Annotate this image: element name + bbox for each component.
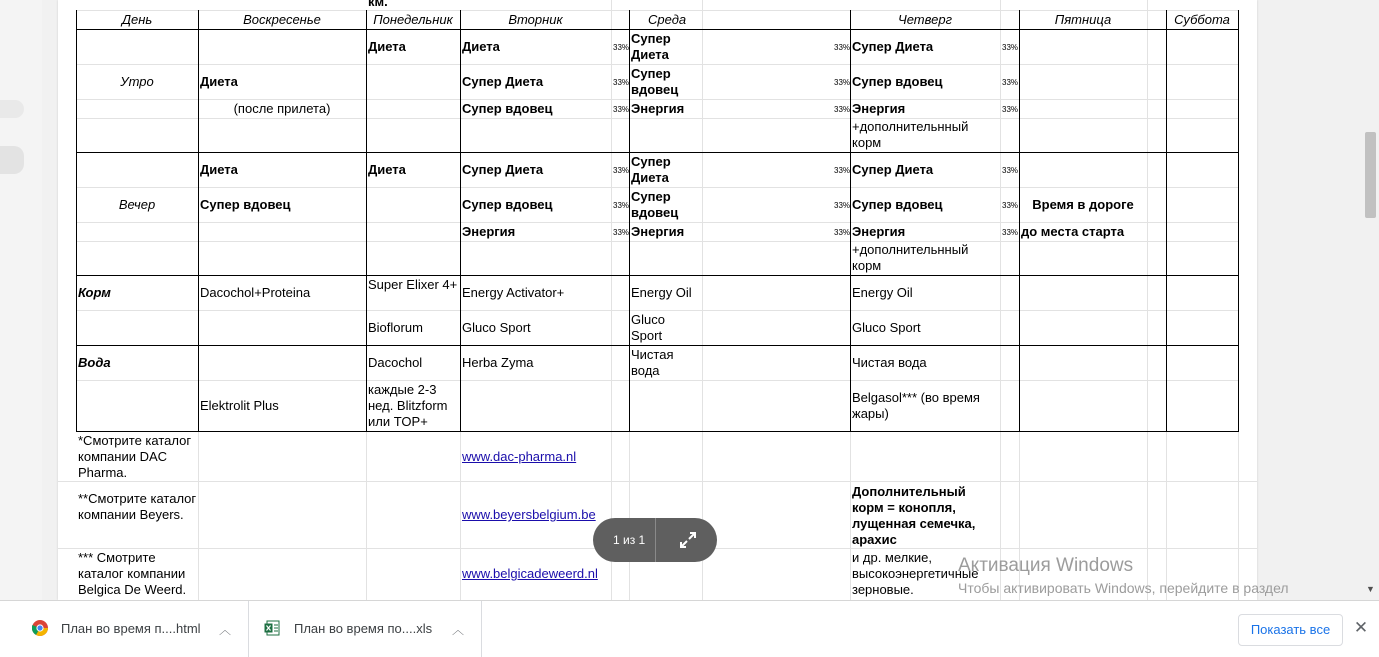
percent-label: 33% bbox=[613, 201, 630, 210]
cell-text: Диета bbox=[368, 39, 406, 54]
header-sunday: Воскресенье bbox=[243, 12, 321, 27]
activation-title: Активация Windows bbox=[958, 555, 1134, 576]
link-belgica[interactable]: www.belgicadeweerd.nl bbox=[462, 566, 598, 581]
header-tuesday: Вторник bbox=[508, 12, 563, 27]
cell-text: Диета bbox=[368, 162, 406, 177]
cell-text: Супер вдовец bbox=[631, 189, 679, 220]
cell-text: Gluco Sport bbox=[852, 320, 921, 335]
chevron-up-icon[interactable]: ︿ bbox=[452, 623, 465, 637]
cell-text: Супер вдовец bbox=[852, 74, 943, 89]
cell-text: Elektrolit Plus bbox=[200, 398, 279, 413]
percent-label: 33% bbox=[1002, 201, 1019, 210]
row-label-feed: Корм bbox=[78, 285, 111, 300]
cell-text: Чистая вода bbox=[852, 355, 927, 370]
cell-text: (после прилета) bbox=[233, 101, 331, 116]
cell-text: Чистая вода bbox=[631, 347, 674, 378]
chrome-icon bbox=[32, 620, 48, 641]
cell-text: Диета bbox=[200, 162, 238, 177]
cell-text: до места старта bbox=[1021, 224, 1125, 239]
extra-feed-note-2: и др. мелкие, высокоэнергетичные зерновые. bbox=[852, 550, 979, 597]
link-dac-pharma[interactable]: www.dac-pharma.nl bbox=[462, 449, 577, 464]
download-item-xls[interactable] bbox=[248, 601, 480, 657]
percent-label: 33% bbox=[1002, 228, 1019, 237]
cell-text: Супер вдовец bbox=[462, 197, 553, 212]
percent-label: 33% bbox=[834, 105, 851, 114]
note-text: *Смотрите каталог компании DAC Pharma. bbox=[78, 433, 192, 480]
row-label-morning: Утро bbox=[120, 74, 154, 89]
note-text: *** Смотрите каталог компании Belgica De Weerd. bbox=[78, 550, 187, 597]
percent-label: 33% bbox=[834, 201, 851, 210]
scroll-down-icon[interactable]: ▼ bbox=[1366, 584, 1375, 594]
cell-text: Супер Диета bbox=[462, 74, 544, 89]
cell-text: Супер вдовец bbox=[200, 197, 291, 212]
cell-text: Dacochol bbox=[368, 355, 423, 370]
percent-label: 33% bbox=[1002, 105, 1019, 114]
download-bar bbox=[0, 600, 1379, 657]
pager-divider bbox=[655, 518, 656, 562]
cell-text: км. bbox=[368, 0, 388, 9]
cell-text: Энергия bbox=[462, 224, 516, 239]
cell-text: Energy Activator+ bbox=[462, 285, 565, 300]
side-pill bbox=[0, 146, 24, 174]
header-friday: Пятница bbox=[1054, 12, 1112, 27]
row-label-evening: Вечер bbox=[118, 197, 156, 212]
divider bbox=[481, 601, 482, 657]
cell-text: Диета bbox=[200, 74, 238, 89]
cell-text: Супер Диета bbox=[852, 39, 934, 54]
cell-text: Energy Oil bbox=[631, 285, 692, 300]
vertical-scrollbar[interactable] bbox=[1362, 0, 1379, 600]
header-monday: Понедельник bbox=[373, 12, 453, 27]
expand-icon[interactable] bbox=[679, 531, 697, 549]
percent-label: 33% bbox=[1002, 78, 1019, 87]
cell-text: Диета bbox=[462, 39, 500, 54]
percent-label: 33% bbox=[1002, 43, 1019, 52]
cell-text: каждые 2-3 нед. Blitzform или TOP+ bbox=[368, 382, 448, 429]
percent-label: 33% bbox=[834, 228, 851, 237]
cell-text: +дополнительнный корм bbox=[852, 242, 969, 273]
percent-label: 33% bbox=[613, 166, 630, 175]
cell-text: Gluco Sport bbox=[631, 312, 665, 343]
cell-text: Энергия bbox=[631, 101, 685, 116]
cell-text: Супер Диета bbox=[852, 162, 934, 177]
show-all-button[interactable]: Показать все bbox=[1238, 614, 1343, 646]
left-panel bbox=[0, 0, 42, 600]
page-indicator bbox=[593, 518, 717, 562]
cell-text: Супер Диета bbox=[462, 162, 544, 177]
cell-text: Gluco Sport bbox=[462, 320, 531, 335]
side-pill bbox=[0, 100, 24, 118]
cell-text: Энергия bbox=[852, 224, 906, 239]
download-name: План во время п....html bbox=[61, 621, 201, 636]
percent-label: 33% bbox=[613, 228, 630, 237]
cell-text: Время в дороге bbox=[1032, 197, 1134, 212]
cell-text: Super Elixer 4+ bbox=[368, 277, 458, 292]
close-icon[interactable]: ✕ bbox=[1353, 618, 1369, 637]
activation-text: Чтобы активировать Windows, перейдите в раздел bbox=[958, 580, 1289, 596]
percent-label: 33% bbox=[834, 78, 851, 87]
header-day: День bbox=[121, 12, 153, 27]
row-label-water: Вода bbox=[78, 355, 111, 370]
percent-label: 33% bbox=[613, 78, 630, 87]
cell-text: Супер вдовец bbox=[852, 197, 943, 212]
chevron-up-icon[interactable]: ︿ bbox=[219, 623, 232, 637]
spreadsheet-page bbox=[58, 0, 1257, 600]
header-wednesday: Среда bbox=[648, 12, 687, 27]
percent-label: 33% bbox=[834, 43, 851, 52]
cell-text: Энергия bbox=[631, 224, 685, 239]
percent-label: 33% bbox=[613, 43, 630, 52]
cell-text: Belgasol*** (во время жары) bbox=[852, 390, 980, 421]
cell-text: Bioflorum bbox=[368, 320, 423, 335]
download-item-html[interactable] bbox=[15, 601, 245, 657]
cell-text: Супер Диета bbox=[631, 31, 671, 62]
link-beyers[interactable]: www.beyersbelgium.be bbox=[462, 507, 596, 522]
cell-text: +дополнительнный корм bbox=[852, 119, 969, 150]
cell-text: Супер Диета bbox=[631, 154, 671, 185]
cell-text: Dacochol+Proteina bbox=[200, 285, 311, 300]
percent-label: 33% bbox=[613, 105, 630, 114]
download-name: План во время по....xls bbox=[294, 621, 433, 636]
cell-text: Супер вдовец bbox=[631, 66, 679, 97]
excel-icon bbox=[264, 620, 280, 641]
extra-feed-note: Дополнительный корм = конопля, лущенная семечка, арахис bbox=[852, 484, 976, 547]
page-count: 1 из 1 bbox=[613, 533, 646, 547]
cell-text: Herba Zyma bbox=[462, 355, 534, 370]
note-text: **Смотрите каталог компании Beyers. bbox=[78, 491, 197, 522]
percent-label: 33% bbox=[834, 166, 851, 175]
scrollbar-thumb[interactable] bbox=[1365, 132, 1376, 218]
cell-text: Супер вдовец bbox=[462, 101, 553, 116]
cell-text: Energy Oil bbox=[852, 285, 913, 300]
header-saturday: Суббота bbox=[1174, 12, 1230, 27]
header-thursday: Четверг bbox=[897, 12, 953, 27]
percent-label: 33% bbox=[1002, 166, 1019, 175]
cell-text: Энергия bbox=[852, 101, 906, 116]
